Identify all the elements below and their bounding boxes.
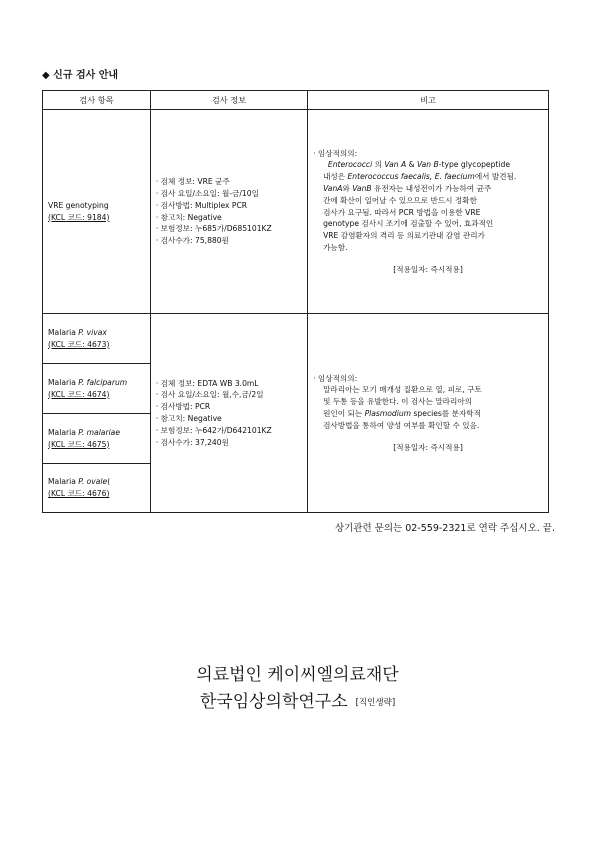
malaria-remark-line-3: 원인이 되는 Plasmodium species를 분자학적 bbox=[323, 409, 481, 418]
org-name-institute: 한국임상의학연구소 bbox=[199, 692, 348, 712]
vre-remark-cell bbox=[308, 110, 549, 314]
malaria-item-cell bbox=[43, 414, 151, 464]
vre-info-method: · 검사방법: Multiplex PCR bbox=[156, 200, 302, 212]
table-header-row bbox=[43, 91, 549, 110]
malaria-item-cell bbox=[43, 364, 151, 414]
header-remarks: 비고 bbox=[308, 91, 549, 110]
vre-info-list bbox=[156, 176, 302, 247]
section-title: ◆ 신규 검사 안내 bbox=[42, 70, 119, 81]
malaria-vivax-code: (KCL 코드: 4673) bbox=[48, 339, 110, 349]
malaria-ovale-code: (KCL 코드: 4676) bbox=[48, 489, 110, 498]
table-row-vre bbox=[43, 110, 549, 314]
contact-note: 상기관련 문의는 02-559-2321로 연락 주십시오. 끝. bbox=[334, 523, 555, 534]
vre-remark-head: · 임상적의의: bbox=[313, 148, 543, 160]
malaria-falciparum-code: (KCL 코드: 4674) bbox=[48, 389, 110, 399]
malaria-info-schedule: · 검사 요일/소요일: 월,수,금/2일 bbox=[156, 389, 302, 401]
table-row-malaria-vivax bbox=[43, 314, 549, 364]
vre-remark-line-5: 검사가 요구됨. 따라서 PCR 방법을 이용한 VRE bbox=[323, 207, 481, 217]
header-test-info: 검사 정보 bbox=[150, 91, 307, 110]
vre-kcl-code: (KCL 코드: 9184) bbox=[48, 212, 110, 222]
vre-info-schedule: · 검사 요일/소요일: 월-금/10일 bbox=[156, 188, 302, 200]
malaria-remark-line-4: 검사방법을 통하여 양성 여부를 확인할 수 있음. bbox=[323, 420, 480, 430]
new-test-table bbox=[42, 90, 549, 513]
malaria-info-method: · 검사방법: PCR bbox=[156, 401, 302, 413]
vre-apply-date: [적용일자: 즉시적용] bbox=[393, 264, 463, 274]
malaria-apply-date: [적용일자: 즉시적용] bbox=[393, 442, 463, 452]
malaria-remark-body bbox=[313, 384, 543, 431]
seal-omitted-note: [직인생략] bbox=[355, 698, 396, 708]
vre-remark-line-8: 가능함. bbox=[323, 242, 348, 252]
vre-info-cell bbox=[150, 110, 307, 314]
vre-remark-line-7: VRE 감염환자의 격리 등 의료기관내 감염 관리가 bbox=[323, 231, 485, 241]
malaria-info-insurance: · 보험정보: 누642가/D642101KZ bbox=[156, 425, 302, 437]
vre-item-cell bbox=[43, 110, 151, 314]
malaria-remark-line-1: 말라리아는 모기 매개성 질환으로 열, 피로, 구토 bbox=[323, 385, 482, 395]
vre-remark-line-6: genotype 검사시 조기에 검출할 수 있어, 효과적인 bbox=[323, 219, 494, 229]
vre-test-name: VRE genotyping bbox=[48, 200, 109, 210]
vre-info-reference: · 참고치: Negative bbox=[156, 212, 302, 224]
vre-info-insurance: · 보험정보: 누685가/D685101KZ bbox=[156, 223, 302, 235]
malaria-info-price: · 검사수가: 37,240원 bbox=[156, 437, 302, 449]
malaria-info-reference: · 참고치: Negative bbox=[156, 413, 302, 425]
malaria-malariae-code: (KCL 코드: 4675) bbox=[48, 439, 110, 449]
malaria-remark-head: · 임상적의의: bbox=[313, 373, 543, 385]
vre-remark-body bbox=[313, 159, 543, 253]
vre-info-price: · 검사수가: 75,880원 bbox=[156, 235, 302, 247]
malaria-info-specimen: · 검체 정보: EDTA WB 3.0mL bbox=[156, 378, 302, 390]
malaria-info-list bbox=[156, 378, 302, 449]
org-name-foundation: 의료법인 케이씨엘의료재단 bbox=[196, 665, 399, 685]
malaria-item-cell bbox=[43, 464, 151, 513]
malaria-info-cell bbox=[150, 314, 307, 513]
vre-remark-line-3: VanA와 VanB 유전자는 내성전이가 가능하여 균주 bbox=[323, 183, 492, 193]
header-test-item: 검사 항목 bbox=[43, 91, 151, 110]
vre-remark-line-4: 간에 확산이 일어날 수 있으므로 반드시 정확한 bbox=[323, 195, 477, 205]
malaria-remark-cell bbox=[308, 314, 549, 513]
malaria-vivax-name: Malaria P. vivax bbox=[48, 327, 107, 337]
malaria-ovale-name: Malaria P. ovale( bbox=[48, 477, 111, 487]
vre-remark-line-1: Enterococci 의 Van A & Van B-type glycopeptide bbox=[327, 160, 511, 170]
malaria-item-cell bbox=[43, 314, 151, 364]
vre-info-specimen: · 검체 정보: VRE 균주 bbox=[156, 176, 302, 188]
org-name-institute-line bbox=[0, 687, 595, 712]
malaria-remark-line-2: 및 두통 등을 유발한다. 이 검사는 말라리아의 bbox=[323, 397, 473, 407]
vre-remark-line-2: 내성은 Enterococcus faecalis, E. faecium에서 발견됨. bbox=[323, 172, 517, 182]
malaria-malariae-name: Malaria P. malariae bbox=[48, 427, 121, 437]
malaria-falciparum-name: Malaria P. falciparum bbox=[48, 377, 128, 387]
